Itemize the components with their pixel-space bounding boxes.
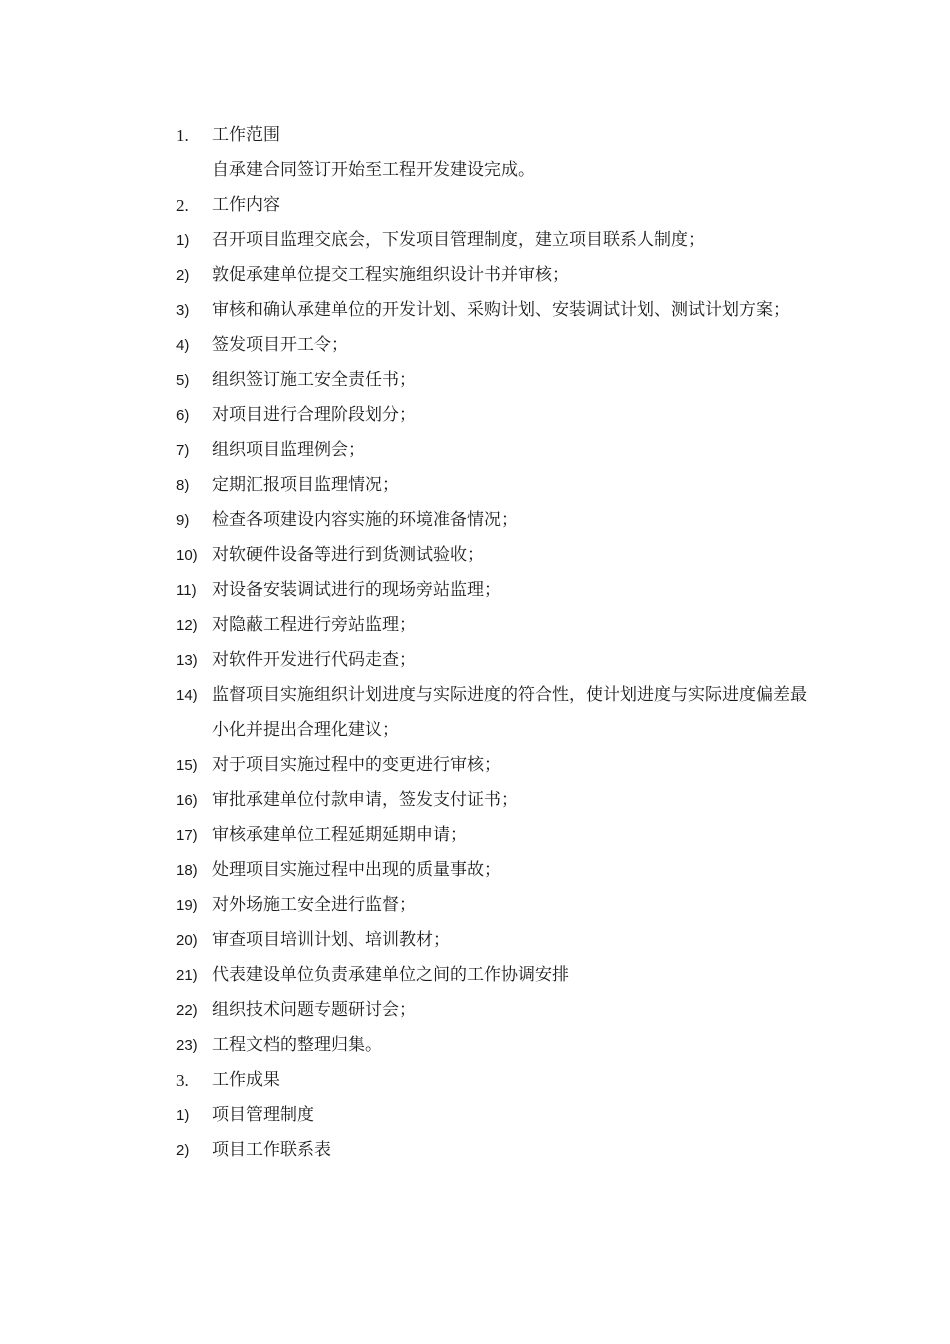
list-item-text: 项目工作联系表 (212, 1140, 331, 1160)
section-number: 1. (176, 126, 189, 145)
list-item-number: 11) (176, 582, 197, 599)
list-item (176, 503, 816, 538)
list-item-text: 敦促承建单位提交工程实施组织设计书并审核； (212, 265, 569, 285)
list-item-text: 审批承建单位付款申请，签发支付证书； (212, 790, 518, 810)
list-item (176, 258, 816, 293)
list-item-number: 14) (176, 687, 198, 704)
list-item (176, 678, 816, 748)
list-item (176, 853, 816, 888)
list-item (176, 643, 816, 678)
list-item (176, 1098, 816, 1133)
list-item-text: 项目管理制度 (212, 1105, 314, 1125)
list-item-text: 工程文档的整理归集。 (212, 1035, 382, 1055)
section-paragraph: 自承建合同签订开始至工程开发建设完成。 (212, 160, 535, 180)
list-item-text: 对软件开发进行代码走查； (212, 650, 416, 670)
list-item-number: 7) (176, 442, 190, 459)
section-title: 工作内容 (212, 195, 280, 215)
list-item-number: 2) (176, 267, 190, 284)
list-item-number: 1) (176, 1107, 190, 1124)
list-item-number: 22) (176, 1002, 198, 1019)
list-item-number: 2) (176, 1142, 190, 1159)
list-item-number: 16) (176, 792, 198, 809)
list-item-text: 对外场施工安全进行监督； (212, 895, 416, 915)
list-item-text: 召开项目监理交底会，下发项目管理制度，建立项目联系人制度； (212, 230, 705, 250)
list-item-number: 12) (176, 617, 198, 634)
list-item-number: 21) (176, 967, 198, 984)
list-item-number: 4) (176, 337, 190, 354)
list-item (176, 468, 816, 503)
list-item-number: 13) (176, 652, 198, 669)
list-item-text: 审核承建单位工程延期延期申请； (212, 825, 467, 845)
list-item-number: 15) (176, 757, 198, 774)
list-item-text: 审查项目培训计划、培训教材； (212, 930, 450, 950)
list-item-number: 18) (176, 862, 198, 879)
section-number: 2. (176, 196, 189, 215)
list-item-text: 检查各项建设内容实施的环境准备情况； (212, 510, 518, 530)
list-item (176, 398, 816, 433)
list-item (176, 818, 816, 853)
list-item (176, 783, 816, 818)
list-item-text: 对隐蔽工程进行旁站监理； (212, 615, 416, 635)
list-item-text: 组织项目监理例会； (212, 440, 365, 460)
list-item (176, 923, 816, 958)
list-item-number: 23) (176, 1037, 198, 1054)
section-title: 工作成果 (212, 1070, 280, 1090)
list-item (176, 363, 816, 398)
list-item (176, 993, 816, 1028)
list-item-text: 定期汇报项目监理情况； (212, 475, 399, 495)
section-title: 工作范围 (212, 125, 280, 145)
list-item (176, 223, 816, 258)
list-item (176, 433, 816, 468)
list-item (176, 293, 816, 328)
list-item (176, 538, 816, 573)
section-heading (176, 118, 816, 153)
section-number: 3. (176, 1071, 189, 1090)
list-item-text: 审核和确认承建单位的开发计划、采购计划、安装调试计划、测试计划方案； (212, 300, 790, 320)
list-item-text: 对软硬件设备等进行到货测试验收； (212, 545, 484, 565)
list-item-text: 对设备安装调试进行的现场旁站监理； (212, 580, 501, 600)
list-item (176, 888, 816, 923)
list-item-number: 5) (176, 372, 190, 389)
list-item-text: 监督项目实施组织计划进度与实际进度的符合性，使计划进度与实际进度偏差最小化并提出合理化建议； (212, 685, 807, 740)
list-item-text: 组织签订施工安全责任书； (212, 370, 416, 390)
section-heading (176, 1063, 816, 1098)
list-item-number: 3) (176, 302, 190, 319)
list-item (176, 748, 816, 783)
list-item-number: 1) (176, 232, 190, 249)
list-item (176, 608, 816, 643)
list-item (176, 1133, 816, 1168)
list-item-text: 签发项目开工令； (212, 335, 348, 355)
list-item-text: 处理项目实施过程中出现的质量事故； (212, 860, 501, 880)
list-item-text: 组织技术问题专题研讨会； (212, 1000, 416, 1020)
section-heading (176, 188, 816, 223)
list-item-number: 17) (176, 827, 198, 844)
list-item (176, 1028, 816, 1063)
list-item-number: 19) (176, 897, 198, 914)
document-body (176, 118, 816, 1168)
list-item-number: 9) (176, 512, 190, 529)
list-item-text: 代表建设单位负责承建单位之间的工作协调安排 (212, 965, 569, 985)
list-item-number: 8) (176, 477, 190, 494)
list-item-text: 对于项目实施过程中的变更进行审核； (212, 755, 501, 775)
list-item-text: 对项目进行合理阶段划分； (212, 405, 416, 425)
list-item-number: 6) (176, 407, 190, 424)
list-item (176, 328, 816, 363)
list-item-number: 10) (176, 547, 198, 564)
list-item (176, 573, 816, 608)
list-item (176, 958, 816, 993)
list-item-number: 20) (176, 932, 198, 949)
